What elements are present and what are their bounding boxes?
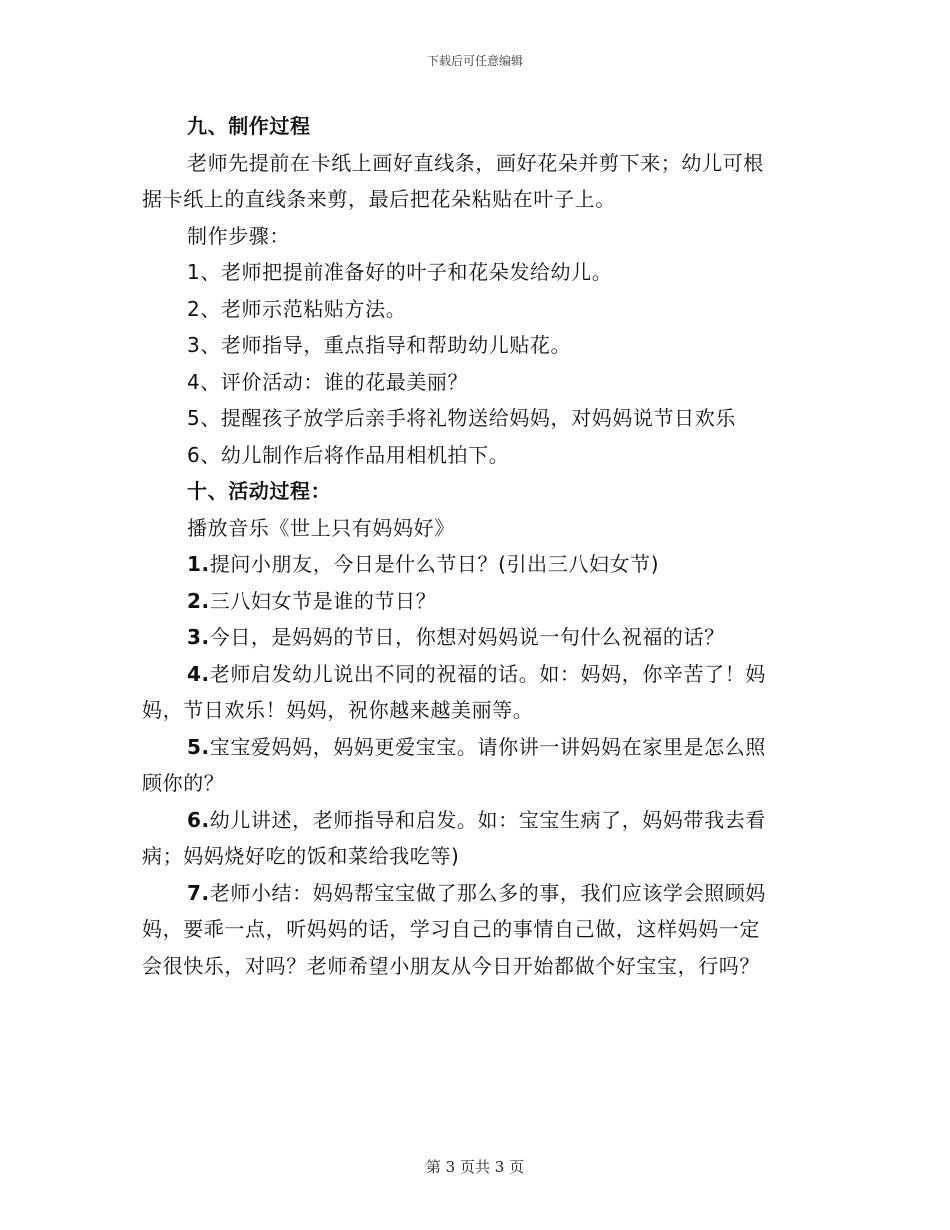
activity-item-3 bbox=[142, 619, 810, 656]
step-item: 6、幼儿制作后将作品用相机拍下。 bbox=[187, 442, 510, 467]
step-item: 3、老师指导，重点指导和帮助幼儿贴花。 bbox=[187, 333, 572, 357]
item-text: 今日，是妈妈的节日，你想对妈妈说一句什么祝福的话？ bbox=[209, 625, 725, 649]
activity-item-7-continued: 妈，要乖一点，听妈妈的话，学习自己的事情自己做，这样妈妈一定 bbox=[142, 917, 760, 941]
activity-item-6 bbox=[142, 802, 810, 839]
document-body bbox=[142, 108, 810, 984]
item-text: 宝宝爱妈妈，妈妈更爱宝宝。请你讲一讲妈妈在家里是怎么照 bbox=[209, 734, 766, 759]
item-number: 5. bbox=[187, 734, 210, 759]
activity-item-2 bbox=[142, 583, 810, 620]
steps-title: 制作步骤： bbox=[187, 223, 290, 248]
step-item: 2、老师示范粘贴方法。 bbox=[187, 296, 407, 321]
activity-item-5 bbox=[142, 729, 810, 766]
activity-item-6-continued: 病；妈妈烧好吃的饭和菜给我吃等) bbox=[142, 844, 460, 868]
item-number: 4. bbox=[187, 661, 210, 686]
activity-item-1 bbox=[142, 546, 810, 583]
item-number: 1. bbox=[187, 552, 210, 576]
item-number: 6. bbox=[187, 807, 210, 832]
section-9-paragraph-line-2: 据卡纸上的直线条来剪，最后把花朵粘贴在叶子上。 bbox=[142, 187, 616, 211]
activity-item-7-continued: 会很快乐，对吗？老师希望小朋友从今日开始都做个好宝宝，行吗？ bbox=[142, 953, 760, 978]
item-number: 7. bbox=[187, 880, 210, 905]
step-item: 5、提醒孩子放学后亲手将礼物送给妈妈，对妈妈说节日欢乐 bbox=[187, 406, 736, 430]
section-10-title: 十、活动过程： bbox=[187, 479, 332, 503]
activity-item-5-continued: 顾你的？ bbox=[142, 771, 225, 795]
item-text: 提问小朋友，今日是什么节日？(引出三八妇女节) bbox=[209, 552, 660, 576]
item-number: 3. bbox=[187, 625, 210, 649]
page-header: 下载后可任意编辑 bbox=[426, 54, 523, 68]
activity-item-4-continued: 妈，节日欢乐！妈妈，祝你越来越美丽等。 bbox=[142, 698, 534, 722]
item-text: 老师小结：妈妈帮宝宝做了那么多的事，我们应该学会照顾妈 bbox=[209, 880, 766, 905]
section-10-intro: 播放音乐《世上只有妈妈好》 bbox=[187, 515, 455, 540]
item-number: 2. bbox=[187, 588, 210, 613]
page-footer: 第 3 页共 3 页 bbox=[425, 1158, 525, 1176]
item-text: 幼儿讲述，老师指导和启发。如：宝宝生病了，妈妈带我去看 bbox=[209, 807, 766, 832]
item-text: 老师启发幼儿说出不同的祝福的话。如：妈妈，你辛苦了！妈 bbox=[209, 661, 766, 686]
step-item: 1、老师把提前准备好的叶子和花朵发给幼儿。 bbox=[187, 260, 613, 284]
step-item: 4、评价活动：谁的花最美丽？ bbox=[187, 369, 469, 394]
section-9-title: 九、制作过程 bbox=[187, 114, 311, 138]
item-text: 三八妇女节是谁的节日？ bbox=[209, 588, 437, 613]
activity-item-7 bbox=[142, 875, 810, 912]
activity-item-4 bbox=[142, 656, 810, 693]
section-9-paragraph-line-1: 老师先提前在卡纸上画好直线条，画好花朵并剪下来；幼儿可根 bbox=[187, 150, 764, 175]
